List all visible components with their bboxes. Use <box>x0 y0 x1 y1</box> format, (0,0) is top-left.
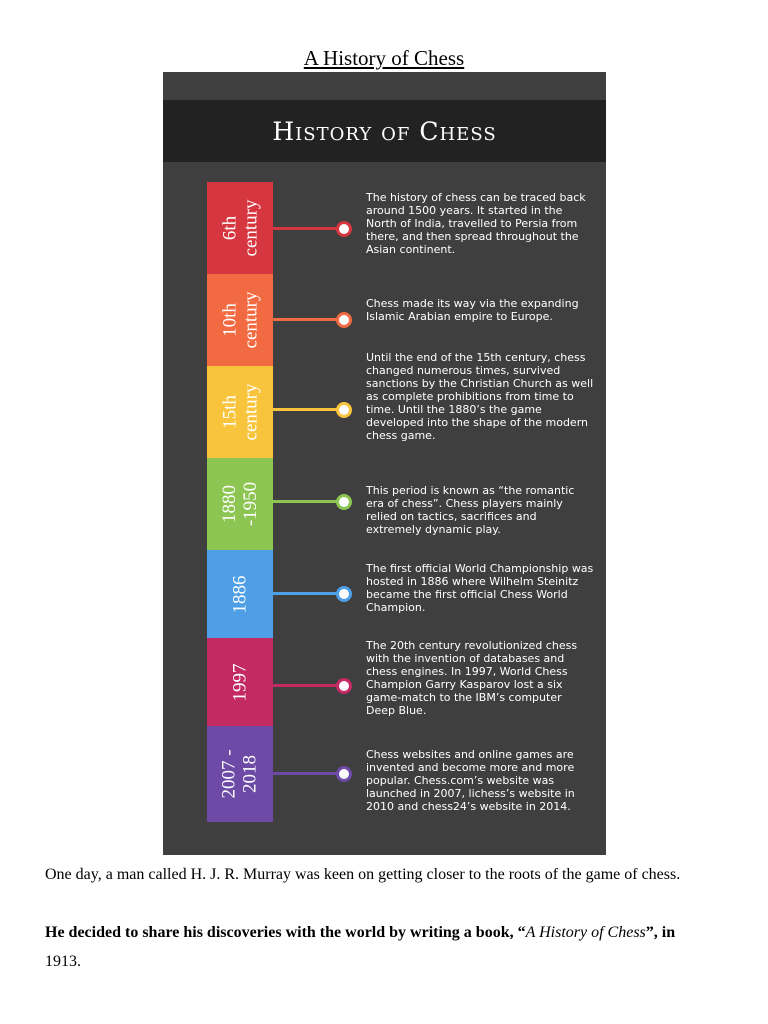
connector-line <box>273 684 341 687</box>
event-description: This period is known as “the romantic era of chess”. Chess players mainly relied on tactics, sacrifices and extremely dynamic play. <box>366 484 575 536</box>
connector-line <box>273 408 341 411</box>
event-description: The history of chess can be traced back around 1500 years. It started in the North of India, travelled to Persia from there, and then spread throughout the Asian continent. <box>366 191 586 256</box>
period-label: 10th century <box>218 291 261 349</box>
event-description: Chess websites and online games are invented and become more and more popular. Chess.com’s website was launched in 2007, lichess’s website in 2010 and chess24’s website in 2014. <box>366 748 575 813</box>
band-10th-century <box>207 274 273 366</box>
period-label: 2007 - 2018 <box>218 749 261 799</box>
paragraph-tail: ”, in <box>645 924 676 941</box>
body-paragraph-bold <box>45 918 725 976</box>
band-1880-1950 <box>207 458 273 550</box>
band-1886 <box>207 550 273 638</box>
connector-line <box>273 318 341 321</box>
timeline-dot <box>336 494 352 510</box>
event-description: Chess made its way via the expanding Islamic Arabian empire to Europe. <box>366 297 579 323</box>
band-6th-century <box>207 182 273 274</box>
band-15th-century <box>207 366 273 458</box>
timeline-dot <box>336 678 352 694</box>
body-paragraph: One day, a man called H. J. R. Murray was keen on getting closer to the roots of the game of chess. <box>45 866 681 883</box>
timeline-dot <box>336 766 352 782</box>
period-label: 1880 -1950 <box>218 481 261 527</box>
publication-year: 1913. <box>45 953 81 970</box>
event-description: The first official World Championship was hosted in 1886 where Wilhelm Steinitz became the first official Chess World Champion. <box>366 562 594 614</box>
paragraph-lead: He decided to share his discoveries with the world by writing a book, “ <box>45 924 526 941</box>
period-label: 6th century <box>218 199 261 257</box>
book-title: A History of Chess <box>525 924 646 941</box>
period-label: 1997 <box>229 663 251 701</box>
history-of-chess-infographic <box>163 72 606 855</box>
event-description: The 20th century revolutionized chess with the invention of databases and chess engines. In 1997, World Chess Champion Garry Kasparov lost a six game-match to the IBM’s computer Deep Blue. <box>366 639 578 717</box>
connector-line <box>273 227 341 230</box>
document-title: A History of Chess <box>303 46 465 70</box>
period-label: 15th century <box>218 383 261 441</box>
timeline-dot <box>336 586 352 602</box>
connector-line <box>273 592 341 595</box>
timeline-dot <box>336 402 352 418</box>
infographic-title: History of Chess <box>272 116 497 146</box>
event-description: Until the end of the 15th century, chess changed numerous times, survived sanctions by the Christian Church as well as complete prohibitions from time to time. Until the 1880’s the game developed into the shape of the modern chess game. <box>366 351 594 442</box>
period-label: 1886 <box>229 575 251 613</box>
connector-line <box>273 500 341 503</box>
timeline-dot <box>336 312 352 328</box>
band-2007-2018 <box>207 726 273 822</box>
timeline-dot <box>336 221 352 237</box>
connector-line <box>273 772 341 775</box>
band-1997 <box>207 638 273 726</box>
infographic-header <box>163 100 606 162</box>
